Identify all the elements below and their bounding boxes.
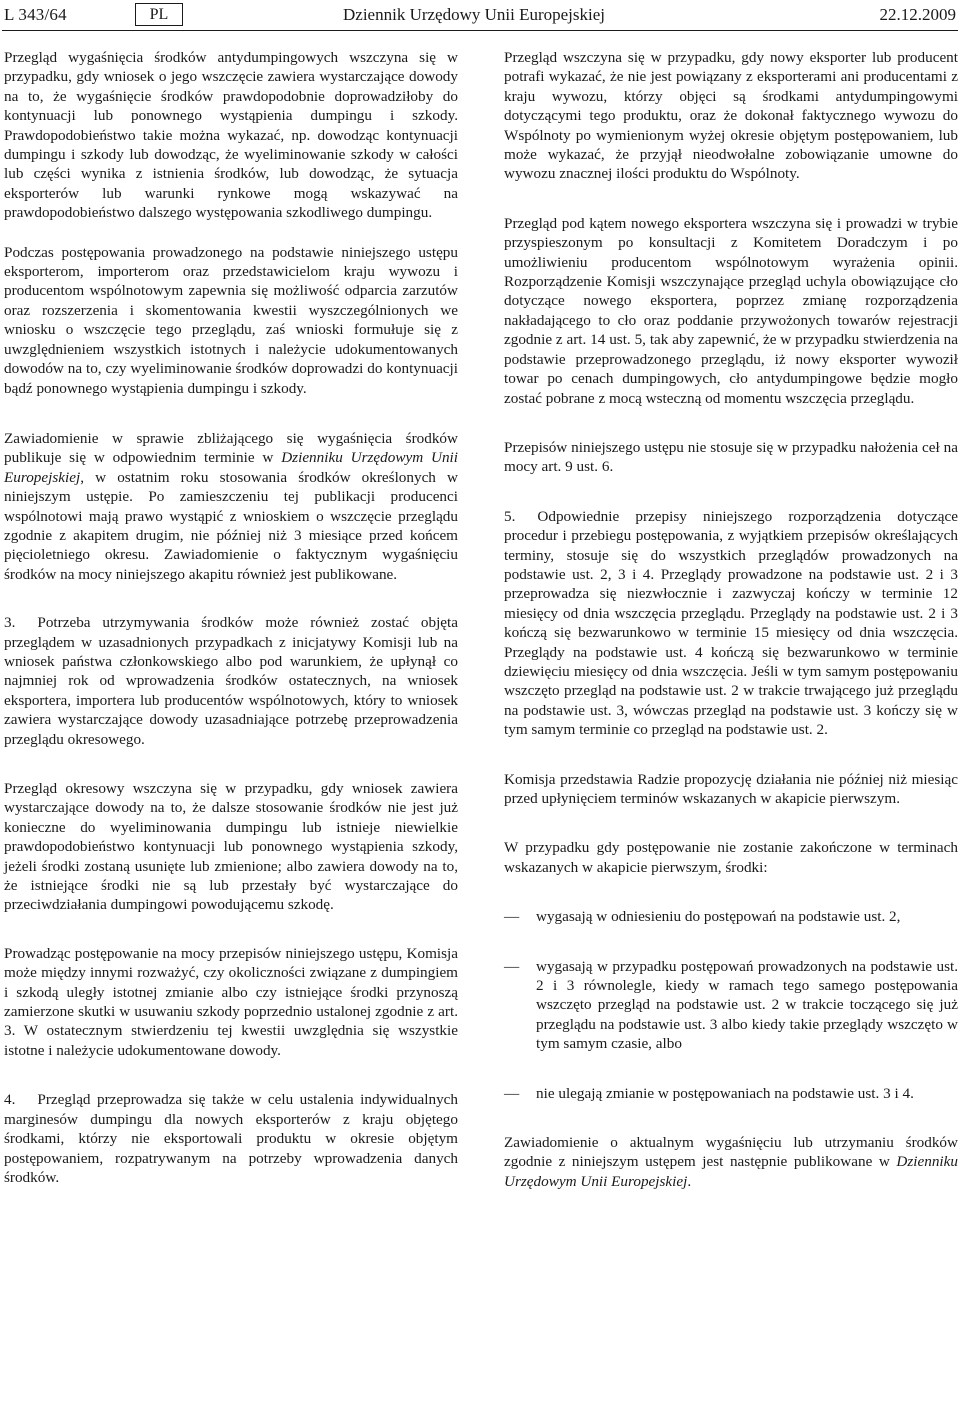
dash-bullet: — xyxy=(504,1084,520,1102)
journal-reference: Dzienniku Urzędowym Unii Europejskiej xyxy=(504,1153,958,1190)
paragraph-expiry-review: Przegląd wygaśnięcia środków antydumpingowych wszczyna się w przypadku, gdy wniosek o jego wszczęcie zawiera wystarczające dowody na to, że wygaśnięcie środków prawdopodobnie doprowadziłoby do kontynuacji lub ponownego wystąpienia dumpingu i szkody. Prawdopodobieństwo takie można wykazać, np. dowodząc kontynuacji dumpingu i szkody lub dowodząc, że wyeliminowanie szkody w całości lub części wynika z istnienia środków, lub dowodząc, że sytuacja eksporterów lub warunki rynkowe mogą wskazywać na prawdopodobieństwo dalszego występowania szkodliwego dumpingu. xyxy=(4,49,458,222)
notice-text-b: , w ostatnim roku stosowania środków określonych w niniejszym ustępie. Po zamieszczeniu tej publikacji producenci wspólnotowi mają prawo wystąpić z wnioskiem o wszczęcie przeglądu zgodnie z akapitem drugim, nie później niż 3 miesiące przed końcem pięcioletniego okresu. Zawiadomienie o faktycznym wygaśnięciu środków na mocy niniejszego akapitu również jest publikowane. xyxy=(4,468,458,583)
paragraph-commission-proposal: Komisja przedstawia Radzie propozycję działania nie później niż miesiąc przed upłynięciem terminów wskazanych w akapicie pierwszym. xyxy=(504,770,958,807)
language-badge: PL xyxy=(135,3,183,26)
list-item-text: nie ulegają zmianie w postępowaniach na podstawie ust. 3 i 4. xyxy=(536,1084,914,1102)
paragraph-number: 5. xyxy=(504,507,516,525)
notice-text-a: Zawiadomienie o aktualnym wygaśnięciu lub utrzymaniu środków zgodnie z niniejszym ustępem jest następnie publikowane w xyxy=(504,1134,958,1171)
paragraph-3-interim-review xyxy=(4,613,458,749)
paragraph-interim-initiation: Przegląd okresowy wszczyna się w przypadku, gdy wniosek zawiera wystarczające dowody na to, że dalsze stosowanie środków nie jest już konieczne do wyeliminowania dumpingu lub istnieje niewielkie prawdopodobieństwo kontynuacji lub ponownego wystąpienia szkody, jeżeli środki zostaną usunięte lub zmienione; albo zawiera dowody na to, że istniejące środki nie są lub przestały być wystarczające do przeciwdziałania dumpingowi powodującemu szkodę. xyxy=(4,780,458,914)
page-reference: L 343/64 xyxy=(4,5,67,24)
paragraph-text: Potrzeba utrzymywania środków może również zostać objęta przeglądem w uzasadnionych przypadkach z inicjatywy Komisji lub na wniosek państwa członkowskiego albo pod warunkiem, że upłynął co najmniej rok od wprowadzenia środków ostatecznych, na wniosek eksportera, importera lub producentów wspólnotowych, który to wniosek zawiera wystarczające dowody uzasadniające potrzebę przeprowadzenia przeglądu okresowego. xyxy=(4,614,458,748)
list-item-text: wygasają w przypadku postępowań prowadzonych na podstawie ust. 2 i 3 równolegle, kiedy w ramach tego samego postępowania wszczęto przegląd na podstawie ust. 2 w trakcie toczącego się już przeglądu na podstawie ust. 3 albo kiedy takie przeglądy wszczęto w tym samym czasie, albo xyxy=(536,957,958,1053)
paragraph-commission-considers: Prowadząc postępowanie na mocy przepisów niniejszego ustępu, Komisja może między innymi rozważyć, czy okoliczności związane z dumpingiem i szkodą uległy istotnej zmianie albo czy istniejące środki przynoszą zamierzone skutki w usuwaniu szkody poprzednio ustalonej zgodnie z art. 3. W ostatecznym stwierdzeniu tej kwestii uwzględnia się wszystkie istotne i należycie udokumentowane dowody. xyxy=(4,944,458,1059)
paragraph-new-exporter-conditions: Przegląd wszczyna się w przypadku, gdy nowy eksporter lub producent potrafi wykazać, że nie jest powiązany z eksporterami ani producentami z kraju wywozu, którzy objęci są środkami antydumpingowymi dotyczącymi tego produktu, oraz że dokonał faktycznego wywozu do Wspólnoty po wymienionym wyżej okresie objętym postępowaniem, lub może wykazać, że przyjął nieodwołalne zobowiązanie umowne do wywozu znacznej ilości produktu do Wspólnoty. xyxy=(504,49,958,183)
list-item xyxy=(504,957,958,1054)
journal-title: Dziennik Urzędowy Unii Europejskiej xyxy=(343,5,606,24)
paragraph-proceedings: Podczas postępowania prowadzonego na podstawie niniejszego ustępu eksporterom, importerom oraz przedstawicielom kraju wywozu i producentom wspólnotowym zapewnia się możliwość odparcia zarzutów oraz rozszerzenia i skomentowania kwestii wyszczególnionych we wniosku o wszczęcie tego przeglądu, zaś wnioski formułuje się z uwzględnieniem wszystkich istotnych i należycie udokumentowanych dowodów na to, czy wyeliminowanie środków doprowadzi do kontynuacji bądź ponownego wystąpienia dumpingu i szkody. xyxy=(4,243,458,397)
paragraph-not-concluded: W przypadku gdy postępowanie nie zostanie zakończone w terminach wskazanych w akapicie pierwszym, środki: xyxy=(504,839,958,876)
paragraph-5-procedures xyxy=(504,507,958,740)
paragraph-accelerated-review: Przegląd pod kątem nowego eksportera wszczyna się i prowadzi w trybie przyspieszonym po konsultacji z Komitetem Doradczym i po umożliwieniu producentom wspólnotowym wyrażenia opinii. Rozporządzenie Komisji wszczynające przegląd uchyla obowiązujące cło dotyczące nowego eksportera, poprzez zmianę rozporządzenia nakładającego to cło oraz poddanie przywożonych towarów rejestracji zgodnie z art. 14 ust. 5, tak aby zapewnić, że w przypadku stwierdzenia na podstawie przeprowadzonego przeglądu, iż nowy eksporter wywoził towar po cenach dumpingowych, cło antydumpingowe będzie mogło zostać pobrane z mocą wsteczną od momentu wszczęcia przeglądu. xyxy=(504,214,958,407)
paragraph-exclusion: Przepisów niniejszego ustępu nie stosuje się w przypadku nałożenia ceł na mocy art. 9 ust. 6. xyxy=(504,438,958,476)
journal-reference: Dzienniku Urzędowym Unii Europejskiej xyxy=(4,449,458,486)
header-rule xyxy=(2,30,958,31)
paragraph-publication-notice xyxy=(504,1133,958,1191)
right-column xyxy=(504,48,958,1191)
notice-text-a: Zawiadomienie w sprawie zbliżającego się wygaśnięcia środków publikuje się w odpowiednim terminie w xyxy=(4,429,458,467)
list-item-text: wygasają w odniesieniu do postępowań na podstawie ust. 2, xyxy=(536,908,901,926)
notice-text-b: . xyxy=(687,1172,692,1190)
paragraph-notice-expiry xyxy=(4,429,458,584)
paragraph-number: 4. xyxy=(4,1091,16,1109)
page-header xyxy=(0,0,960,36)
dash-bullet: — xyxy=(504,908,520,926)
list-item xyxy=(504,1084,958,1103)
publication-date: 22.12.2009 xyxy=(879,5,956,24)
dash-bullet: — xyxy=(504,957,520,975)
paragraph-4-new-exporter xyxy=(4,1090,458,1187)
paragraph-text: Odpowiednie przepisy niniejszego rozporządzenia dotyczące procedur i przebiegu postępowania, z wyjątkiem przepisów określających terminy, stosuje się do wszystkich przeglądów prowadzonych na podstawie ust. 2, 3 i 4. Przeglądy prowadzone na podstawie ust. 2 i 3 przeprowadza się niezwłocznie i zazwyczaj kończy w terminie 12 miesięcy od dnia wszczęcia przeglądu. Przeglądy na podstawie ust. 2 i 3 kończą się bezwarunkowo w terminie 15 miesięcy od dnia wszczęcia. Przeglądy na podstawie ust. 4 kończą się bezwarunkowo w terminie dziewięciu miesięcy od dnia wszczęcia. Jeśli w tym samym postępowaniu wszczęto przegląd na podstawie ust. 2 w trakcie trwającego już przeglądu na podstawie ust. 3, wówczas przegląd na podstawie ust. 3 kończy się w tym samym terminie co przegląd na podstawie ust. 2. xyxy=(504,507,958,739)
paragraph-text: Przegląd przeprowadza się także w celu ustalenia indywidualnych marginesów dumpingu dla nowych eksporterów z kraju objętego środkami, którzy nie eksportowali produktu w okresie objętym postępowaniem, rozpatrywanym na potrzeby wprowadzenia danych środków. xyxy=(4,1091,458,1186)
paragraph-number: 3. xyxy=(4,614,16,632)
left-column xyxy=(4,48,458,1187)
list-item xyxy=(504,907,958,926)
